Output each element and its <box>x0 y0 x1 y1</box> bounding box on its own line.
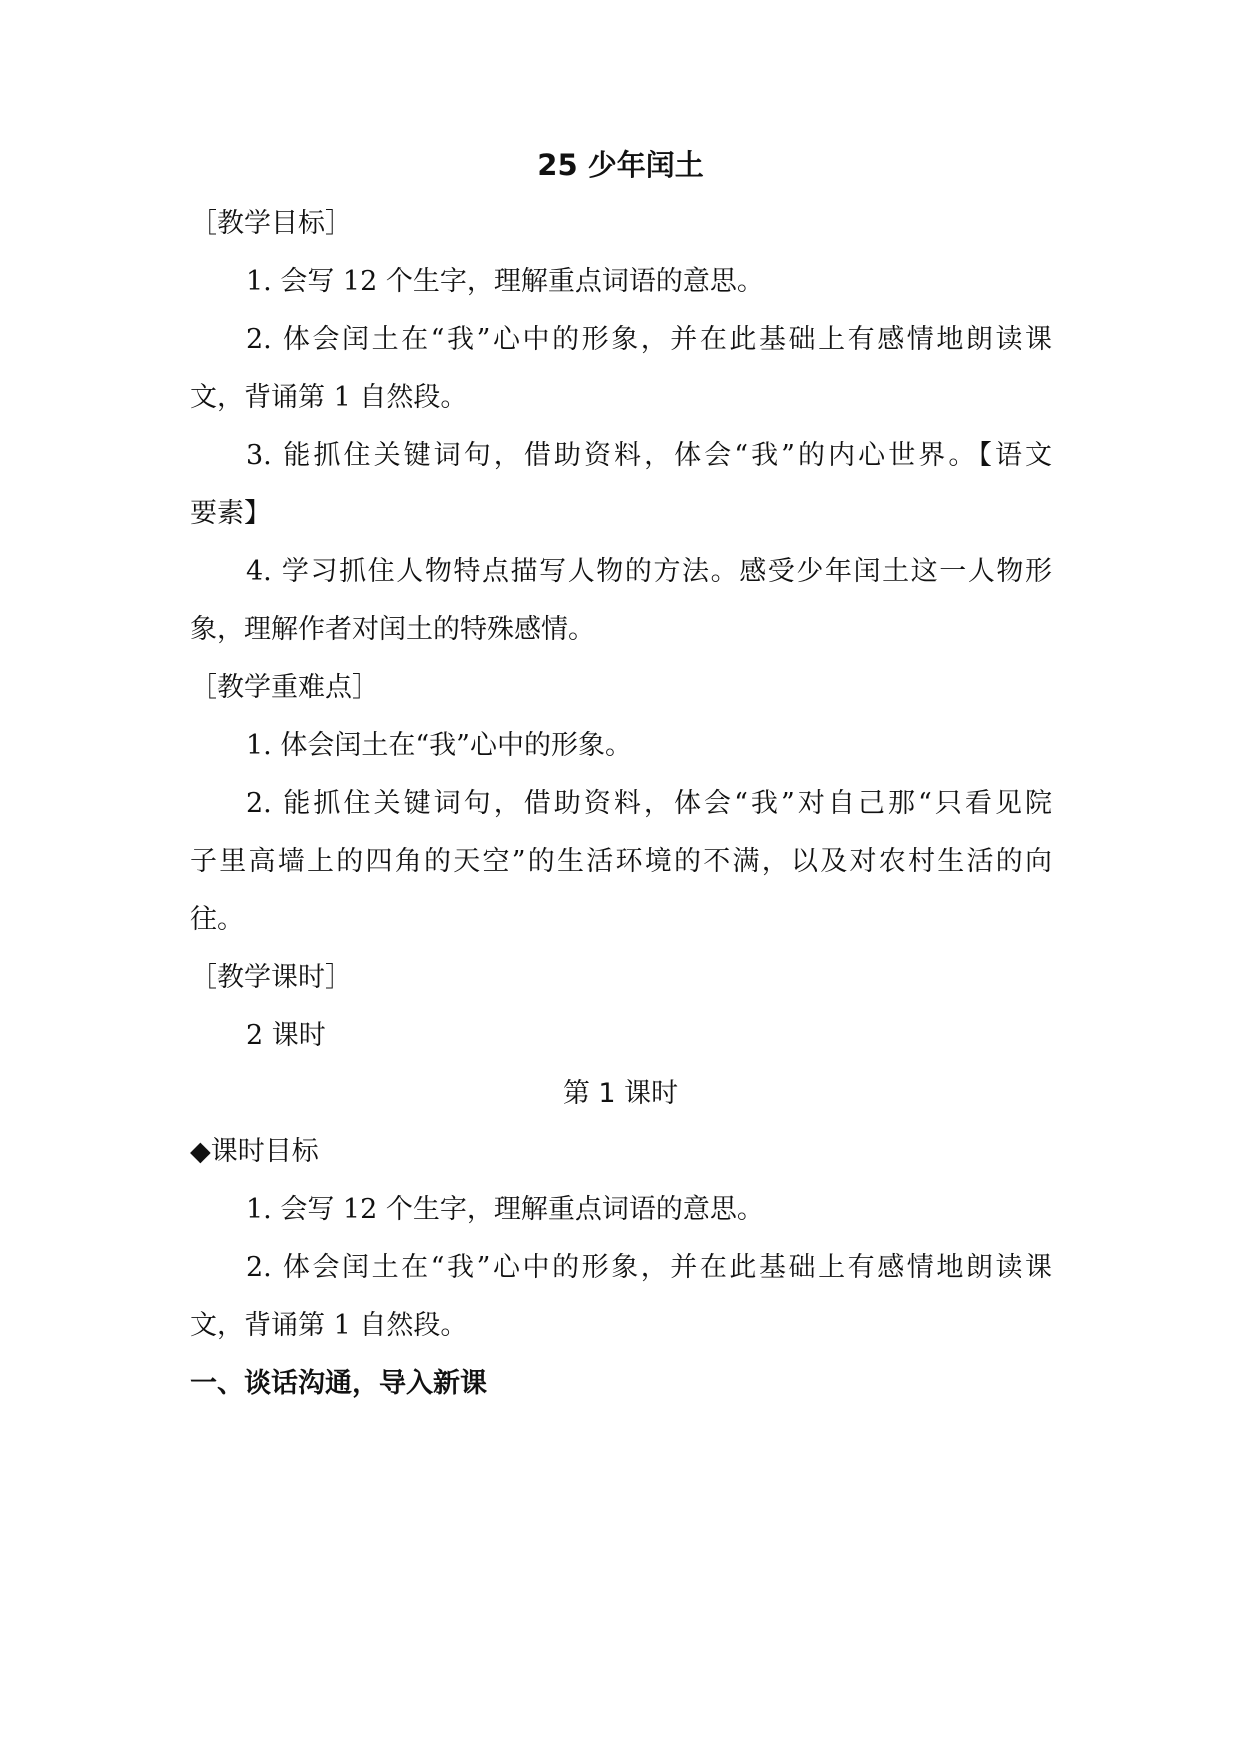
hours-heading: ［教学课时］ <box>190 962 352 993</box>
lesson-title: 第 1 课时 <box>562 1078 679 1109</box>
objective-line: 象，理解作者对闰土的特殊感情。 <box>190 614 595 645</box>
keypoints-heading: ［教学重难点］ <box>190 672 379 703</box>
document-title: 25 少年闰土 <box>537 148 704 182</box>
objective-line: 1. 会写 12 个生字，理解重点词语的意思。 <box>246 266 764 297</box>
section-heading: 一、谈话沟通，导入新课 <box>190 1368 487 1399</box>
objective-line: 要素】 <box>190 498 271 529</box>
objective-line: 2. 体会闰土在“我”心中的形象，并在此基础上有感情地朗读课 <box>246 324 1052 355</box>
hours-value: 2 课时 <box>246 1020 326 1051</box>
keypoint-line: 1. 体会闰土在“我”心中的形象。 <box>246 730 632 761</box>
objective-line: 文，背诵第 1 自然段。 <box>190 382 468 413</box>
keypoint-line: 2. 能抓住关键词句，借助资料，体会“我”对自己那“只看见院 <box>246 788 1052 819</box>
keypoint-line: 往。 <box>190 904 244 935</box>
lesson-goal-line: 1. 会写 12 个生字，理解重点词语的意思。 <box>246 1194 764 1225</box>
objective-line: 4. 学习抓住人物特点描写人物的方法。感受少年闰土这一人物形 <box>246 556 1052 587</box>
lesson-goal-line: 文，背诵第 1 自然段。 <box>190 1310 468 1341</box>
lesson-goal-line: 2. 体会闰土在“我”心中的形象，并在此基础上有感情地朗读课 <box>246 1252 1052 1283</box>
keypoint-line: 子里高墙上的四角的天空”的生活环境的不满，以及对农村生活的向 <box>190 846 1052 877</box>
lesson-goals-heading: ◆课时目标 <box>190 1136 319 1167</box>
objectives-heading: ［教学目标］ <box>190 208 352 239</box>
objective-line: 3. 能抓住关键词句，借助资料，体会“我”的内心世界。【语文 <box>246 440 1052 471</box>
